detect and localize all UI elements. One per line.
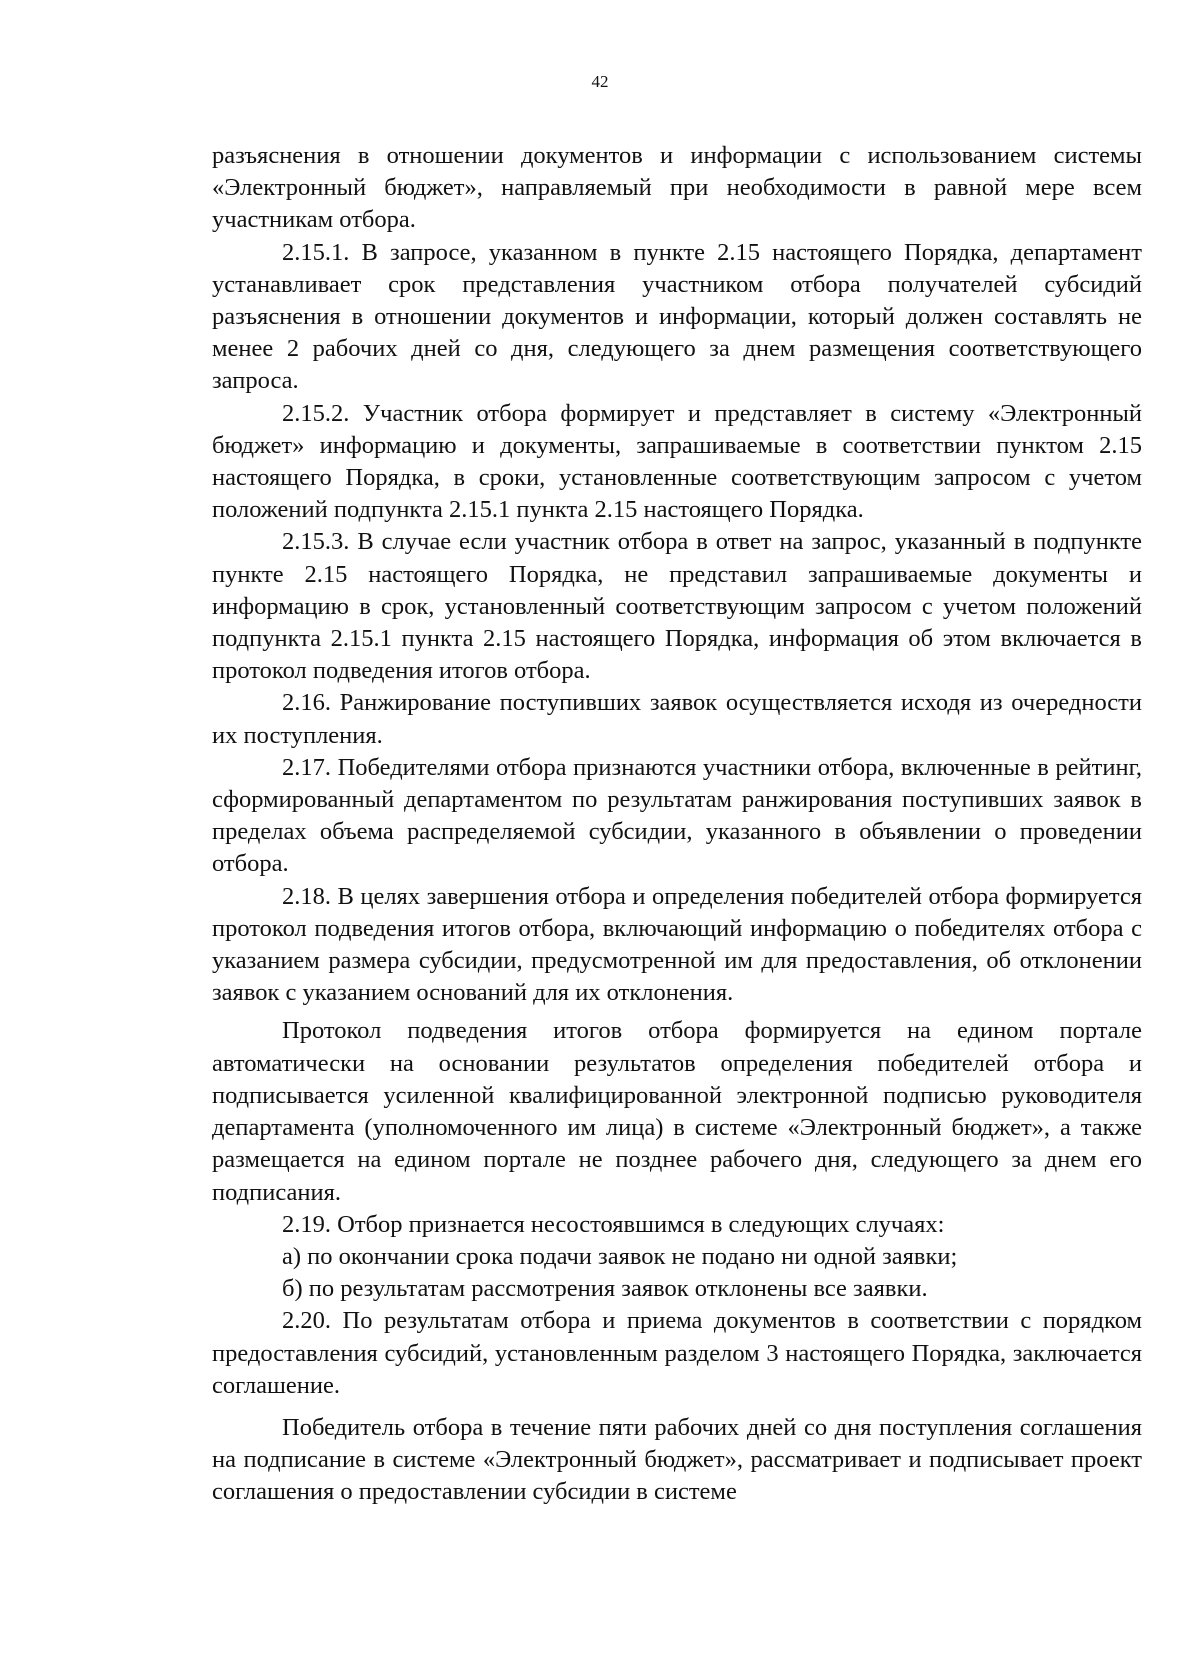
paragraph-2-18: 2.18. В целях завершения отбора и определения победителей отбора формируется протокол подведения итогов отбора, включающий информацию о победителях отбора с указанием размера субсидии, предусмотренной им для предоставления, об отклонении заявок с указанием оснований для их отклонения. [212, 882, 1142, 1007]
paragraph-2-16: 2.16. Ранжирование поступивших заявок осуществляется исходя из очередности их поступления. [212, 689, 1142, 749]
paragraph-2-17: 2.17. Победителями отбора признаются участники отбора, включенные в рейтинг, сформированный департаментом по результатам ранжирования поступивших заявок в пределах объема распределяемой субсидии, указанного в объявлении о проведении отбора. [212, 753, 1142, 878]
paragraph-continuation: разъяснения в отношении документов и информации с использованием системы «Электронный бюджет», направляемый при необходимости в равной мере всем участникам отбора. [212, 142, 1142, 234]
list-item-a: а) по окончании срока подачи заявок не подано ни одной заявки; [282, 1242, 958, 1270]
paragraph-winner: Победитель отбора в течение пяти рабочих дней со дня поступления соглашения на подписание в системе «Электронный бюджет», рассматривает и подписывает проект соглашения о предоставлении субсидии в системе [212, 1413, 1142, 1506]
paragraph-2-15-2: 2.15.2. Участник отбора формирует и представляет в систему «Электронный бюджет» информацию и документы, запрашиваемые в соответствии пунктом 2.15 настоящего Порядка, в сроки, установленные соответствующим запросом с учетом положений подпункта 2.15.1 пункта 2.15 настоящего Порядка. [212, 399, 1142, 524]
document-body [212, 140, 1142, 1509]
list-item-b: б) по результатам рассмотрения заявок отклонены все заявки. [282, 1275, 928, 1303]
paragraph-2-19: 2.19. Отбор признается несостоявшимся в следующих случаях: [282, 1210, 945, 1238]
paragraph-protocol: Протокол подведения итогов отбора формируется на едином портале автоматически на основании результатов определения победителей отбора и подписывается усиленной квалифицированной электронной подписью руководителя департамента (уполномоченного им лица) в системе «Электронный бюджет», а также размещается на едином портале не позднее рабочего дня, следующего за днем его подписания. [212, 1017, 1142, 1206]
paragraph-2-15-3: 2.15.3. В случае если участник отбора в ответ на запрос, указанный в подпункте пункте 2.15 настоящего Порядка, не представил запрашиваемые документы и информацию в срок, установленный соответствующим запросом с учетом положений подпункта 2.15.1 пункта 2.15 настоящего Порядка, информация об этом включается в протокол подведения итогов отбора. [212, 528, 1142, 685]
page-number: 42 [591, 72, 609, 91]
paragraph-2-15-1: 2.15.1. В запросе, указанном в пункте 2.15 настоящего Порядка, департамент устанавливает срок представления участником отбора получателей субсидий разъяснения в отношении документов и информации, который должен составлять не менее 2 рабочих дней со дня, следующего за днем размещения соответствующего запроса. [212, 238, 1142, 395]
paragraph-2-20: 2.20. По результатам отбора и приема документов в соответствии с порядком предоставления субсидий, установленным разделом 3 настоящего Порядка, заключается соглашение. [212, 1307, 1142, 1399]
